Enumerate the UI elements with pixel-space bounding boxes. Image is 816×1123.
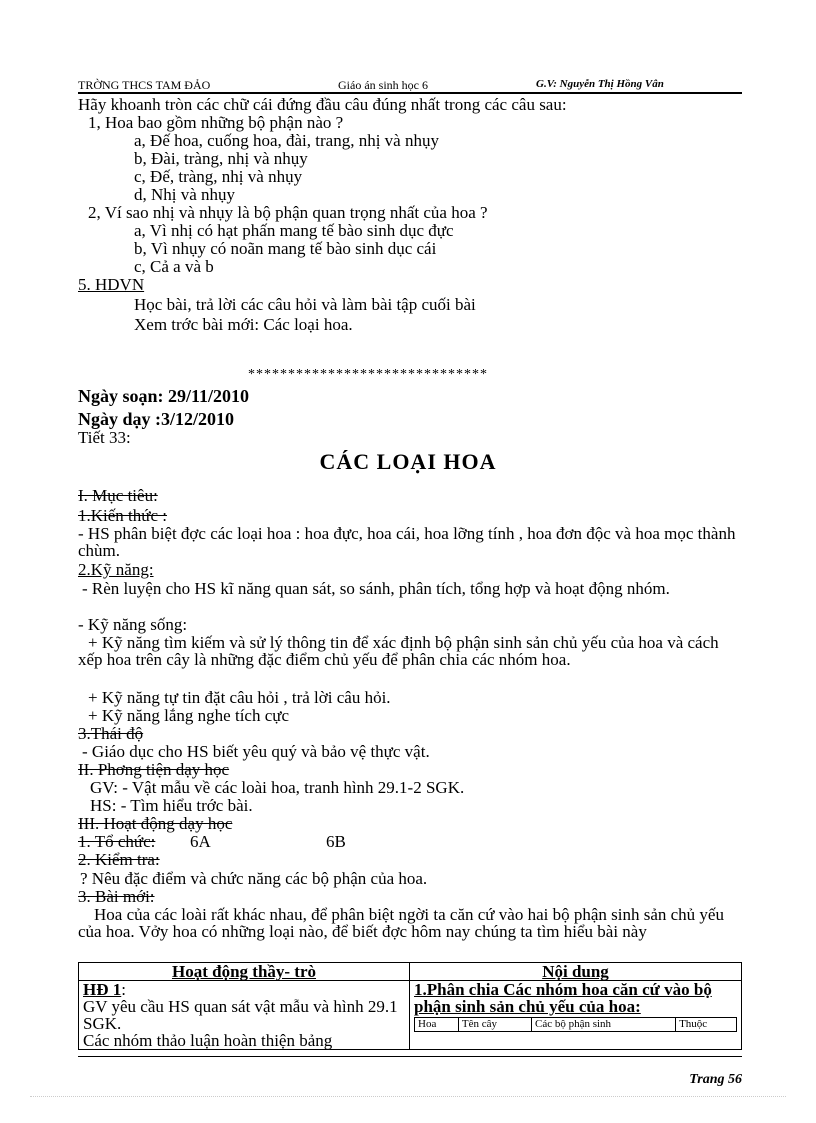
prep-date: Ngày soạn: 29/11/2010 [78,386,250,406]
quiz-option: b, Đài, tràng, nhị và nhụy [134,149,308,168]
col-header-right [410,963,742,981]
life-skill-item: + Kỹ năng tự tin đặt câu hỏi , trả lời câu hỏi. [88,688,391,707]
intro-text: Hoa của các loài rất khác nhau, để phân biệt ngời ta căn cứ vào hai bộ phận sinh sản chủ yếu của hoa. Vởy hoa có những loại nào, để biết đợc hôm nay chúng ta tìm hiểu bài này [78,905,724,941]
life-skill-item: + Kỹ năng tìm kiếm và sử lý thông tin để xác định bộ phận sinh sản chủ yếu của hoa và cách xếp hoa trên cây là những đặc điểm chủ yếu để phân chia các nhóm hoa. [78,633,719,669]
knowledge-text: - HS phân biệt đợc các loại hoa : hoa đực, hoa cái, hoa lỡng tính , hoa đơn độc và hoa mọc thành chùm. [78,524,736,560]
life-skills-heading: - Kỹ năng sống: [78,615,188,634]
lesson-title: CÁC LOẠI HOA [319,449,497,474]
header-subject: Giáo án sinh học 6 [338,78,428,92]
lesson-period: Tiết 33: [78,428,131,447]
hd1-text-2: Các nhóm thảo luận hoàn thiện bảng [83,1031,333,1050]
life-skill-item: + Kỹ năng lắng nghe tích cực [88,706,290,725]
activity-cell: HĐ 1: GV yêu cầu HS quan sát vật mẫu và hình 29.1 SGK. Các nhóm thảo luận hoàn thiện bảng [79,981,410,1050]
quiz-question-1: 1, Hoa bao gồm những bộ phận nào ? [88,113,344,132]
means-hs: HS: - Tìm hiểu trớc bài. [90,796,253,815]
page-number: Trang 56 [689,1072,742,1087]
attitude-text: - Giáo dục cho HS biết yêu quý và bảo vệ thực vật. [82,742,430,761]
teach-date: Ngày dạy :3/12/2010 [78,409,235,429]
quiz-option: c, Cả a và b [134,257,214,276]
inner-header: Hoa [415,1018,459,1032]
quiz-option: b, Vì nhụy có noãn mang tế bào sinh dục cái [134,239,437,258]
separator: ****************************** [248,367,488,382]
col-left-label: Hoạt động thầy- trò [171,962,317,981]
hdvn-line: Xem trớc bài mới: Các loại hoa. [134,315,353,334]
hd1-text: GV yêu cầu HS quan sát vật mẫu và hình 29.1 SGK. [83,997,398,1033]
content-heading: 1.Phân chia Các nhóm hoa căn cứ vào bộ phận sinh sản chủ yếu của hoa: [414,980,712,1016]
quiz-option: c, Đế, tràng, nhị và nhụy [134,167,303,186]
hdvn-heading: 5. HDVN [78,275,145,294]
content-cell [410,981,742,1050]
page-boundary [30,1096,786,1097]
quiz-question-2: 2, Ví sao nhị và nhụy là bộ phận quan trọng nhất của hoa ? [88,203,488,222]
section-means: II. Phơng tiện dạy học [78,760,230,779]
section-knowledge: 1.Kiến thức : [78,506,168,525]
col-right-label: Nội dung [542,962,609,981]
quiz-option: d, Nhị và nhụy [134,185,236,204]
section-objectives: I. Mục tiêu: [78,486,158,505]
header-teacher: G.V: Nguyễn Thị Hồng Vân [536,78,664,90]
class-b: 6B [326,832,346,851]
section-activities: III. Hoạt động dạy học [78,814,233,833]
footer-rule [78,1056,742,1057]
quiz-option: a, Đế hoa, cuống hoa, đài, trang, nhị và nhụy [134,131,439,150]
hd1-label: HĐ 1 [83,980,122,999]
inner-header: Các bộ phận sinh [531,1018,675,1032]
hdvn-line: Học bài, trả lời các câu hỏi và làm bài tập cuối bài [134,295,476,314]
skills-text: - Rèn luyện cho HS kĩ năng quan sát, so sánh, phân tích, tổng hợp và hoạt động nhóm. [82,579,670,598]
org-label: 1. Tổ chức: [78,832,156,851]
quiz-option: a, Vì nhị có hạt phấn mang tế bào sinh dục đực [134,221,454,240]
header-rule [78,92,742,94]
check-text: ? Nêu đặc điểm và chức năng các bộ phận của hoa. [80,869,428,888]
section-attitude: 3.Thái độ [78,724,144,743]
col-header-left [79,963,410,981]
section-skills: 2.Kỹ năng: [78,560,154,579]
means-gv: GV: - Vật mẫu về các loài hoa, tranh hình 29.1-2 SGK. [90,778,465,797]
quiz-instruction: Hãy khoanh tròn các chữ cái đứng đầu câu đúng nhất trong các câu sau: [78,95,567,114]
inner-header: Thuộc [676,1018,737,1032]
header-school: TRỜNG THCS TAM ĐẢO [78,78,211,92]
class-a: 6A [190,832,211,851]
flower-table [414,1017,737,1032]
check-label: 2. Kiểm tra: [78,850,160,869]
activity-table [78,962,742,1050]
inner-header: Tên cây [458,1018,531,1032]
new-lesson-label: 3. Bài mới: [78,887,155,906]
